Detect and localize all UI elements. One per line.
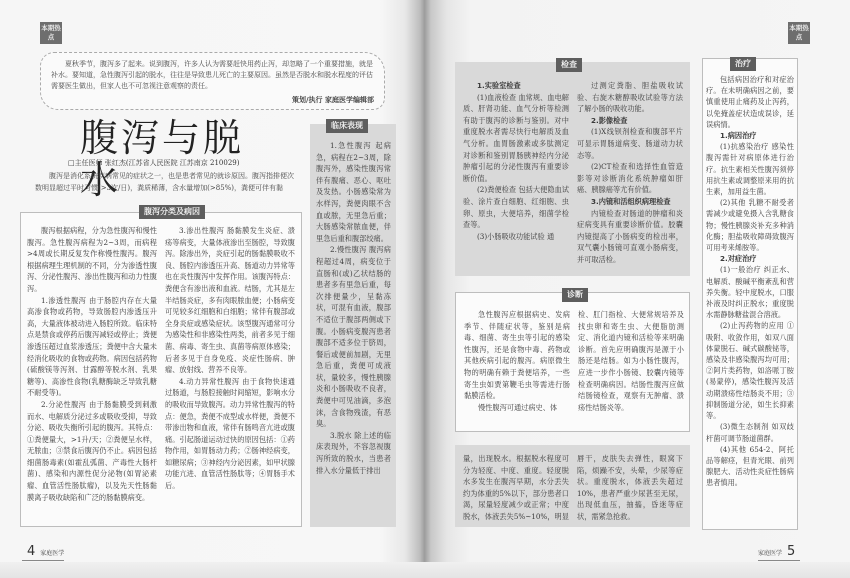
subheading: 2.影像检查	[591, 115, 628, 125]
exam-heading: 检查	[556, 58, 582, 72]
paragraph: (1)抗感染治疗 感染性腹泻需针对病原体进行治疗。抗生素相关性腹泻须停用抗生素或调整原来用的抗生素，加用益生菌。	[706, 142, 794, 197]
page-bottom-edge	[0, 562, 850, 578]
magazine-name-left: 家庭医学	[40, 550, 65, 557]
paragraph: 2.慢性腹泻 腹泻病程超过4周，病变位于直肠和(或)乙状结肠的患者多有里急后重，每次排便量少，呈黏冻状，可混有血液，腹部不适位于腹部两侧或下腹。小肠病变腹泻患者腹部不适多位于脐周，餐后或便前加剧，无里急后重，粪便可成液状，量较多，慢性胰腺炎和小肠吸收不良者，粪便中可见油滴，多泡沫，含食物残渣，有恶臭。	[316, 245, 391, 429]
intro-credit: 策划/执行 家庭医学编辑部	[292, 96, 374, 104]
diagnosis-col-2	[578, 309, 684, 427]
paragraph: (1)X线钡剂检查和腹部平片可显示胃肠道病变、肠道动力状态等。	[577, 127, 683, 160]
paragraph: 内镜检查对肠道的肿瘤和炎症病变具有重要诊断价值。胶囊内镜提高了小肠病变的检出率，双气囊小肠镜可直观小肠病变，并可取活检。	[577, 208, 683, 264]
classification-col-2	[165, 225, 295, 523]
article-title: 腹泻与脱水	[80, 116, 245, 202]
diagnosis-section	[455, 292, 690, 432]
exam-section	[455, 62, 690, 276]
subheading: 1.病因治疗	[720, 131, 757, 141]
intro-text: 夏秋季节，腹泻多了起来。说到腹泻，许多人认为需要赶快用药止泻，却忽略了一个重要措施，就是补水。要知道，急性腹泻引起的脱水，往往是导致患儿死亡的主要原因。虽然是否脱水和脱水程度的评估需要医生做出，但家人也不可忽视注意观察的责任。	[51, 60, 373, 90]
article-author: □主任医师 张红杰(江苏省人民医院 江苏南京 210029)	[68, 159, 240, 167]
diagnosis-heading: 诊断	[562, 288, 588, 302]
exam-col-2	[577, 80, 683, 272]
paragraph: 2.分泌性腹泻 由于肠黏膜受到刺激而水、电解质分泌过多或吸收受抑，导致分泌、吸收失衡所引起的腹泻。其特点：①粪便量大，>1升/天；②粪便呈水样，无脓血；③禁食后腹泻仍不止。病因包括细菌肠毒素(如霍乱弧菌、产毒性大肠杆菌)、感染和内源性促分泌物(如胃泌素瘤、血管活性肠肽瘤)，以及先天性肠黏膜离子吸收缺陷和广泛的肠黏膜病变。	[27, 399, 157, 502]
paragraph: 急性腹泻应根据病史、发病季节、伴随症状等，鉴别是病毒、细菌、寄生虫等引起的感染性腹泻，还是食物中毒、药物或其他疾病引起的腹泻。病原微生物的明确有赖于粪便培养，一些寄生虫如贾第鞭毛虫等需进行肠黏膜活检。	[464, 310, 570, 401]
paragraph: 包括病因治疗和对症治疗。在未明确病因之前，要慎重使用止痛药及止泻药，以免掩盖症状造成误诊，延误病情。	[706, 75, 794, 129]
paragraph: 唇干，皮肤失去弹性，眼窝下陷，烦躁不安，头晕，少尿等症状。重度脱水，体液丢失超过10%，患者严重少尿甚至无尿，出现低血压，抽搐，昏迷等症状，需紧急抢救。	[577, 454, 683, 521]
treatment-text	[706, 74, 794, 528]
intro-box	[40, 52, 385, 110]
classification-heading: 腹泻分类及病因	[139, 205, 205, 219]
paragraph: 慢性腹泻可通过病史、体	[478, 402, 558, 412]
paragraph: (1)血液检查 血常规、血电解质、肝肾功能、血气分析等检测有助于腹泻的诊断与鉴别。对中重度脱水者需尽快行电解质及血气分析。血胃肠激素或多肽测定对诊断和鉴别胃肠胰神经内分泌肿瘤引起的分泌性腹泻有重要诊断价值。	[463, 92, 569, 183]
page-number-left: 4	[27, 544, 36, 559]
treatment-section	[702, 58, 798, 530]
subheading: 2.对症治疗	[720, 254, 757, 264]
paragraph: 腹泻根据病程，分为急性腹泻和慢性腹泻。急性腹泻病程为2~3周，而病程>4周或长期反复发作称慢性腹泻。腹泻根据病理生理机制的不同，分为渗透性腹泻、分泌性腹泻、渗出性腹泻和动力性腹泻。	[27, 226, 157, 293]
hot-topic-badge-left: 本期热点	[40, 22, 62, 44]
paragraph: (2)其他 乳糖不耐受者需减少或避免摄入含乳糖食物；慢性胰腺炎补充多种消化酶；胆盐吸收障碍致腹泻可用考来烯胺等。	[706, 198, 794, 253]
magazine-name-right: 家庭医学	[758, 550, 783, 557]
classification-section	[20, 207, 302, 527]
footer-left	[22, 544, 64, 561]
subheading: 1.实验室检查	[477, 81, 521, 90]
paragraph: 3.渗出性腹泻 肠黏膜发生炎症、溃疡等病变，大量体液渗出至肠腔，导致腹泻。除渗出外，炎症引起的肠黏膜吸收不良、肠腔内渗透压升高、肠道动力异常等也在炎性腹泻中发挥作用。该腹泻特点：粪便含有渗出液和血液。结肠，尤其是左半结肠炎症，多有肉眼脓血便；小肠病变可见较多红细胞和白细胞；常伴有腹部或全身炎症或感染症状。该型腹泻通常可分为感染性和非感染性两类，前者多见于细菌、病毒、寄生虫、真菌等病原体感染；后者多见于自身免疫、炎症性肠病、肿瘤、放射线、营养不良等。	[165, 226, 295, 375]
paragraph: (3)微生态制剂 如双歧杆菌可调节肠道菌群。	[706, 422, 794, 443]
footer-right	[758, 544, 800, 561]
paragraph: (2)CT检查和选择性血管造影等对诊断消化系统肿瘤如肝癌、胰腺癌等尤有价值。	[577, 162, 683, 195]
dehydration-col-1	[463, 453, 569, 523]
article-lead: 腹泻是消化系统疾病常见的症状之一，也是患者常见的就诊原因。腹泻指排便次数明显超过平时习惯(>3次/日)，粪质稀薄，含水量增加(>85%)，粪便可伴有黏	[35, 172, 294, 192]
clinical-section	[310, 121, 396, 527]
paragraph: 量，出现脱水。根据脱水程度可分为轻度、中度、重度。轻度脱水多发生在腹泻早期，水分丢失约为体重的5%以下，部分患者口渴，尿量轻度减少或正常；中度脱水，体液丢失5%~10%，明显	[463, 454, 569, 521]
dehydration-col-2	[577, 453, 683, 523]
paragraph: 3.脱水 除上述的临床表现外，不容忽视腹泻所致的脱水，当患者排入水分量低于排出	[316, 430, 391, 475]
page-number-right: 5	[787, 544, 796, 559]
paragraph: 1.急性腹泻 起病急，病程在2~3周，除腹泻外，感染性腹泻常伴有腹痛、恶心、呕吐及发热。小肠感染常为水样泻，粪便肉眼不含血或脓，无里急后重；大肠感染常脓血便，伴里急后重和腹部绞痛。	[316, 141, 391, 243]
paragraph: (4)其他 654-2、阿托品等解痉，但青光眼、前列腺肥大、活动性炎症性肠病患者慎用。	[706, 444, 794, 488]
clinical-text	[316, 140, 391, 522]
treatment-heading: 治疗	[730, 57, 756, 71]
paragraph: (3)小肠吸收功能试验 通	[477, 231, 555, 241]
paragraph: 检、肛门指检、大便常规培养及找虫卵和寄生虫、大便脂肪测定、消化道内镜和活检等来明确诊断。首先应明确腹泻是源于小肠还是结肠。如为小肠性腹泻，应进一步作小肠镜、胶囊内镜等检查明确病因。结肠性腹泻应做结肠镜检查，观察有无肿瘤、溃疡性结肠炎等。	[578, 310, 684, 412]
diagnosis-col-1	[464, 309, 570, 427]
hot-topic-badge-right: 本期热点	[788, 22, 810, 44]
paragraph: 过测定粪脂、胆盐吸收试验、右旋木糖醇吸收试验等方法了解小肠的吸收功能。	[577, 81, 683, 114]
paragraph: (2)粪便检查 包括大便隐血试验、涂片查白细胞、红细胞、虫卵、原虫，大便培养，细菌学检查等。	[463, 185, 569, 230]
clinical-heading: 临床表现	[326, 119, 368, 133]
paragraph: (2)止泻药物的应用 ①吸附、收敛作用，如双八面体蒙脱石、碱式碳酸铋等，感染及非感染腹泻均可用；②阿片类药物，如洛哌丁胺(易蒙停)，感染性腹泻及活动期溃疡性结肠炎不用；③抑制肠道分泌，如生长抑素等。	[706, 321, 794, 421]
paragraph: (1)一般治疗 纠正水、电解质、酸碱平衡紊乱和营养失衡。轻中度脱水，口服补液及时纠正脱水；重度脱水需静脉糖盐混合溶液。	[706, 265, 794, 320]
paragraph: 1.渗透性腹泻 由于肠腔内存在大量高渗食物或药物，导致肠腔内渗透压升高，大量液体被动进入肠腔所致。临床特点是禁食或停药后腹泻减轻或停止；粪便渗透压超过血浆渗透压；粪便中含大量未经消化吸收的食物或药物。病因包括药物(硫酸镁等泻剂、甘露醇等脱水剂、乳果糖等)、高渗性食物(乳糖酶缺乏导致乳糖不耐受等)。	[27, 295, 157, 398]
exam-col-1	[463, 80, 569, 272]
classification-col-1	[27, 225, 157, 523]
subheading: 3.内镜和活组织病理检查	[591, 196, 671, 206]
paragraph: 4.动力异常性腹泻 由于食物快速通过肠道，与肠腔接触时间缩短，影响水分的吸收而导致腹泻。动力异常性腹泻的特点：便急，粪便不成型或水样便，粪便不带渗出物和血液，常伴有肠鸣音亢进或腹痛。引起肠道运动过快的原因包括：①药物作用，如胃肠动力药；②肠神经病变，如糖尿病；③神经内分泌因素，如甲状腺功能亢进、血管活性肠肽等；④胃肠手术后。	[165, 376, 295, 491]
dehydration-section	[455, 445, 690, 527]
